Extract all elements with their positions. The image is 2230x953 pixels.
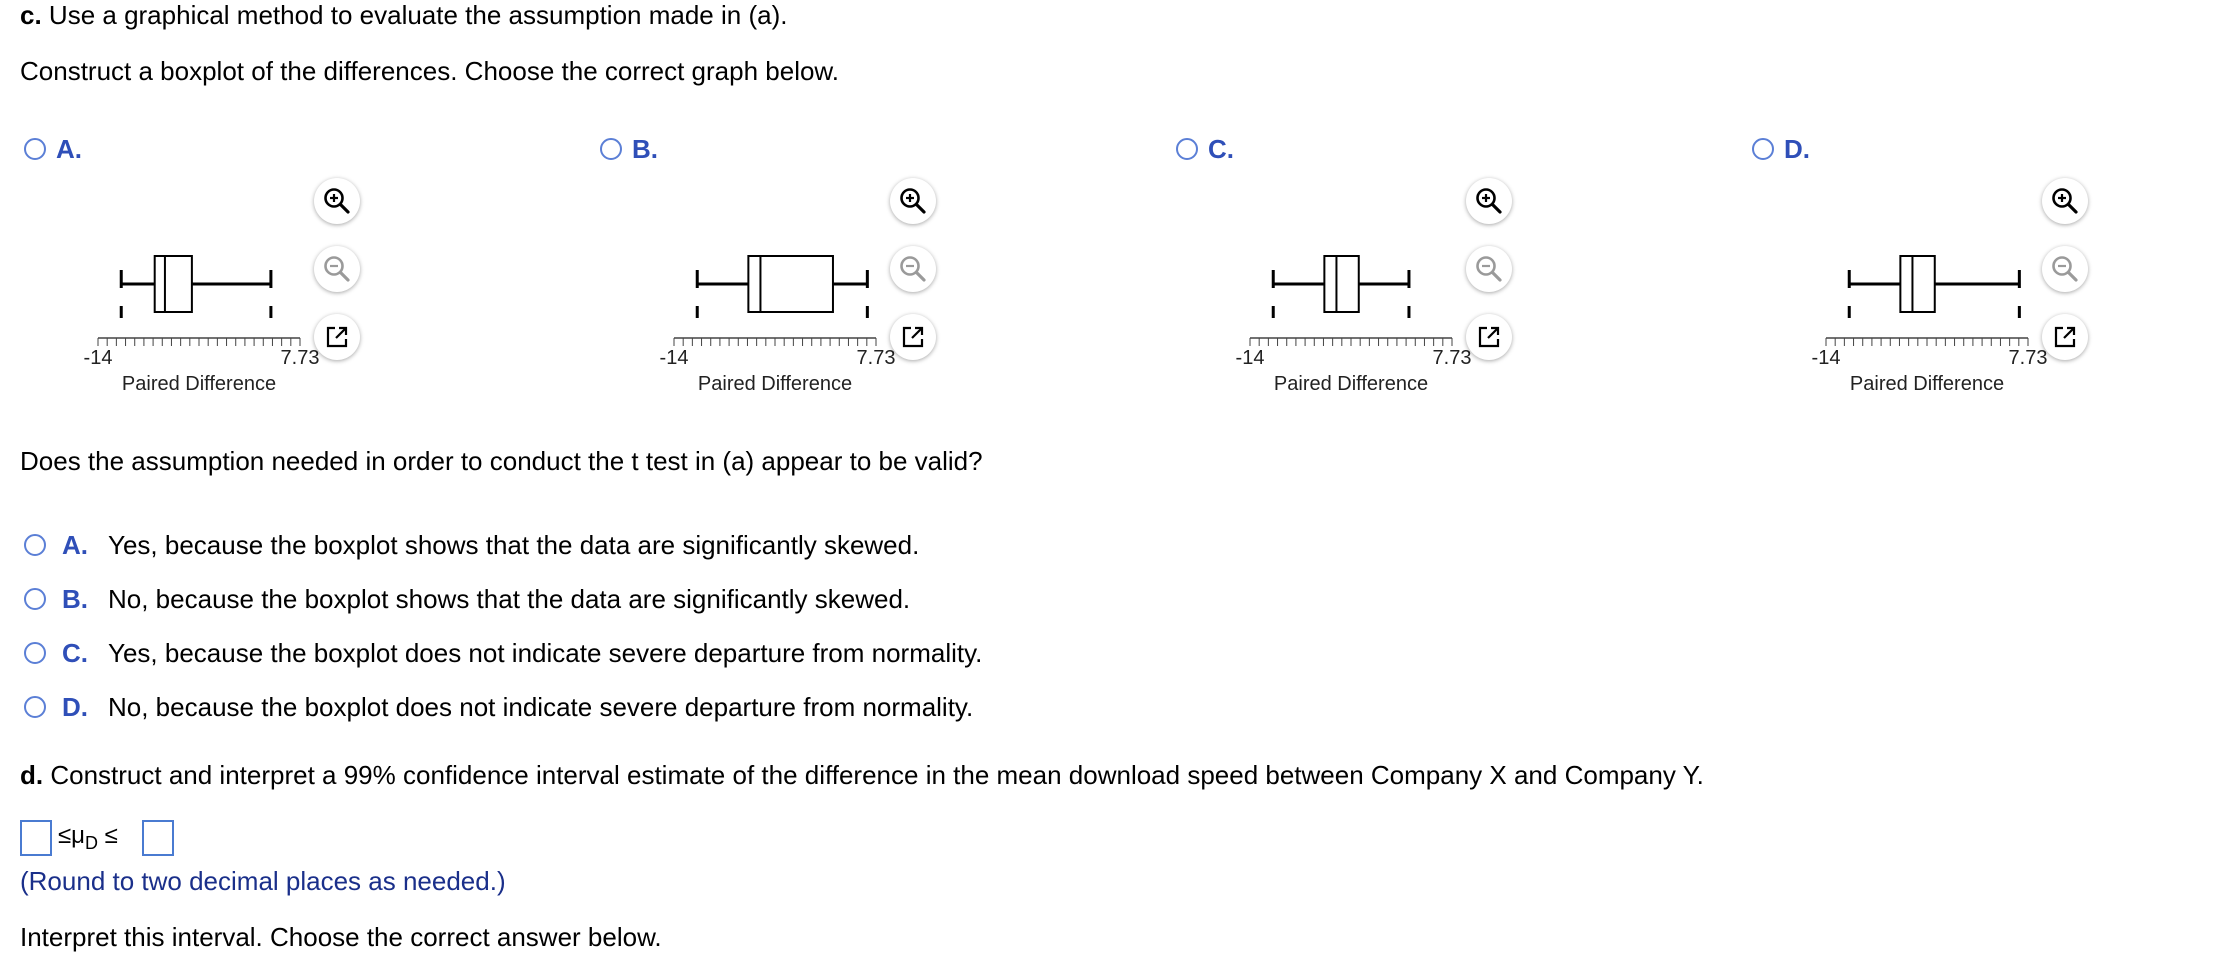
graph-option-d	[1748, 128, 2230, 408]
ci-lower-input[interactable]	[20, 820, 52, 856]
part-c-heading	[20, 0, 787, 31]
zoom-in-icon	[898, 186, 928, 216]
zoom-out-button[interactable]	[2042, 246, 2088, 292]
validity-option-radio[interactable]	[24, 642, 46, 664]
x-axis-title: Paired Difference	[1849, 373, 2005, 395]
zoom-in-icon	[322, 186, 352, 216]
graph-option-b	[596, 128, 1156, 408]
leq-symbol-right: ≤	[104, 822, 118, 849]
validity-option-text: No, because the boxplot does not indicate severe departure from normality.	[108, 692, 974, 722]
graph-option-letter: A.	[56, 134, 82, 164]
box-iqr	[155, 256, 192, 312]
boxplot	[50, 228, 340, 398]
validity-option-letter: D.	[62, 692, 88, 722]
zoom-out-icon	[322, 254, 352, 284]
zoom-out-button[interactable]	[890, 246, 936, 292]
popout-button[interactable]	[314, 314, 360, 360]
zoom-in-button[interactable]	[2042, 178, 2088, 224]
x-axis-title: Paired Difference	[697, 373, 853, 395]
graph-option-c	[1172, 128, 1732, 408]
mu-symbol: μ	[71, 822, 85, 849]
box-iqr	[1900, 256, 1934, 312]
validity-option-letter: B.	[62, 584, 88, 614]
x-tick-label-min: -14	[1235, 347, 1265, 369]
validity-option-radio[interactable]	[24, 534, 46, 556]
part-d-heading	[20, 760, 1704, 791]
validity-option-c[interactable]	[0, 634, 1100, 674]
x-tick-label-max: 7.73	[1432, 347, 1472, 369]
graph-option-radio[interactable]	[1752, 138, 1774, 160]
validity-option-radio[interactable]	[24, 588, 46, 610]
leq-symbol-left: ≤	[58, 822, 72, 849]
zoom-in-button[interactable]	[890, 178, 936, 224]
validity-option-b[interactable]	[0, 580, 1100, 620]
zoom-out-icon	[2050, 254, 2080, 284]
x-tick-label-max: 7.73	[2008, 347, 2048, 369]
zoom-out-icon	[898, 254, 928, 284]
graph-option-a	[20, 128, 580, 408]
popout-button[interactable]	[890, 314, 936, 360]
graph-option-radio[interactable]	[600, 138, 622, 160]
validity-option-text: No, because the boxplot shows that the data are significantly skewed.	[108, 584, 911, 614]
ci-formula	[58, 822, 118, 854]
zoom-out-button[interactable]	[314, 246, 360, 292]
popout-icon	[323, 323, 351, 351]
validity-option-text: Yes, because the boxplot does not indicate severe departure from normality.	[108, 638, 983, 668]
round-note: (Round to two decimal places as needed.)	[20, 866, 506, 896]
graph-option-letter: C.	[1208, 134, 1234, 164]
validity-option-a[interactable]	[0, 526, 1100, 566]
zoom-in-button[interactable]	[314, 178, 360, 224]
validity-option-radio[interactable]	[24, 696, 46, 718]
validity-option-text: Yes, because the boxplot shows that the data are significantly skewed.	[108, 530, 920, 560]
interpret-prompt: Interpret this interval. Choose the correct answer below.	[20, 922, 662, 952]
part-c-prefix: c.	[20, 0, 42, 30]
ci-upper-input[interactable]	[142, 820, 174, 856]
x-tick-label-max: 7.73	[280, 347, 320, 369]
graph-option-radio[interactable]	[24, 138, 46, 160]
validity-option-d[interactable]	[0, 688, 1100, 728]
x-tick-label-max: 7.73	[856, 347, 896, 369]
validity-option-letter: C.	[62, 638, 88, 668]
graph-option-letter: D.	[1784, 134, 1810, 164]
graph-option-radio[interactable]	[1176, 138, 1198, 160]
part-d-prefix: d.	[20, 760, 44, 790]
boxplot	[1778, 228, 2068, 398]
x-axis-title: Paired Difference	[121, 373, 277, 395]
x-axis-title: Paired Difference	[1273, 373, 1429, 395]
x-tick-label-min: -14	[83, 347, 113, 369]
zoom-out-icon	[1474, 254, 1504, 284]
popout-icon	[1475, 323, 1503, 351]
zoom-in-button[interactable]	[1466, 178, 1512, 224]
popout-icon	[2051, 323, 2079, 351]
x-tick-label-min: -14	[659, 347, 689, 369]
boxplot	[626, 228, 916, 398]
x-tick-label-min: -14	[1811, 347, 1841, 369]
zoom-in-icon	[2050, 186, 2080, 216]
boxplot	[1202, 228, 1492, 398]
graph-option-letter: B.	[632, 134, 658, 164]
zoom-out-button[interactable]	[1466, 246, 1512, 292]
popout-icon	[899, 323, 927, 351]
part-c-text: Use a graphical method to evaluate the assumption made in (a).	[48, 0, 788, 30]
popout-button[interactable]	[2042, 314, 2088, 360]
box-iqr	[1324, 256, 1358, 312]
validity-option-letter: A.	[62, 530, 88, 560]
mu-subscript: D	[85, 832, 98, 853]
validity-question: Does the assumption needed in order to conduct the t test in (a) appear to be valid?	[20, 446, 983, 476]
zoom-in-icon	[1474, 186, 1504, 216]
popout-button[interactable]	[1466, 314, 1512, 360]
part-c-instruction: Construct a boxplot of the differences. Choose the correct graph below.	[20, 56, 839, 86]
part-d-text: Construct and interpret a 99% confidence interval estimate of the difference in the mean download speed between Company X and Company Y.	[50, 760, 1704, 790]
